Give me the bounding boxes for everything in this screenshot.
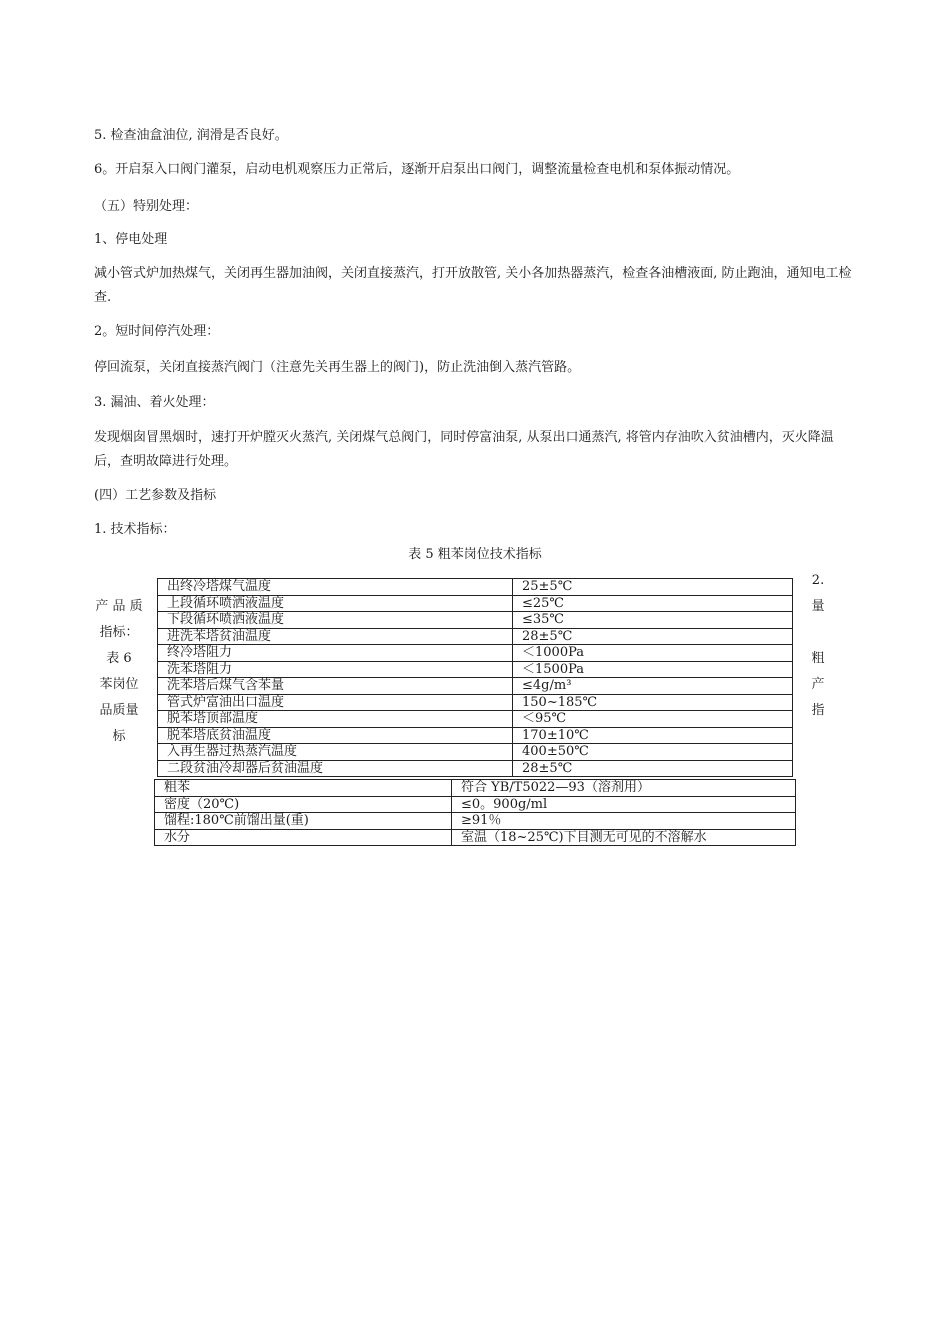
paragraph: 停回流泵，关闭直接蒸汽阀门（注意先关再生器上的阀门)，防止洗油倒入蒸汽管路。 [94,360,581,375]
table-row [158,727,793,744]
table-row [155,780,796,797]
table-row [158,612,793,629]
value-cell: ≤0。900g/ml [452,796,796,813]
paragraph: 5. 检查油盒油位, 润滑是否良好。 [94,128,288,143]
side-text-line: 产 品 质 [95,599,143,614]
value-cell: ≤25℃ [513,595,793,612]
paragraph: 发现烟囱冒黑烟时，速打开炉膛灭火蒸汽, 关闭煤气总阀门，同时停富油泵, 从泵出口通蒸汽, 将管内存油吹入贫油槽内，灭火降温后，查明故障进行处理。 [94,430,834,469]
value-cell: 150~185℃ [513,694,793,711]
param-cell: 水分 [155,829,452,846]
table-caption: 表 5 粗苯岗位技术指标 [408,547,542,562]
side-text-line: 粗 [811,651,825,666]
param-cell: 馏程:180℃前馏出量(重) [155,813,452,830]
table-row [158,628,793,645]
table-row [155,829,796,846]
subheading: 3. 漏油、着火处理： [94,395,215,410]
param-cell: 洗苯塔阻力 [158,661,513,678]
side-text-line: 苯岗位 [99,677,139,692]
side-text-line: 指标： [99,625,139,640]
side-text-line: 指 [811,703,825,718]
param-cell: 密度（20℃) [155,796,452,813]
side-text-right [803,568,833,724]
param-cell: 二段贫油冷却器后贫油温度 [158,760,513,777]
param-cell: 上段循环喷洒液温度 [158,595,513,612]
table-row [158,760,793,777]
section-heading: （五）特别处理： [94,199,199,214]
value-cell: 25±5℃ [513,579,793,596]
value-cell: 170±10℃ [513,727,793,744]
param-cell: 脱苯塔顶部温度 [158,711,513,728]
table-row [158,645,793,662]
table-row [155,796,796,813]
subheading: 1. 技术指标： [94,522,176,537]
side-text-left [90,594,148,750]
value-cell: ＜1500Pa [513,661,793,678]
value-cell: 28±5℃ [513,628,793,645]
paragraph: 减小管式炉加热煤气，关闭再生器加油阀，关闭直接蒸汽，打开放散管, 关小各加热器蒸汽，检查各油槽液面, 防止跑油，通知电工检查. [94,266,852,305]
table-row [158,711,793,728]
value-cell: ≤4g/m³ [513,678,793,695]
paragraph: 6。开启泵入口阀门灌泵，启动电机观察压力正常后，逐渐开启泵出口阀门，调整流量检查电机和泵体振动情况。 [94,162,740,177]
param-cell: 出终冷塔煤气温度 [158,579,513,596]
param-cell: 终冷塔阻力 [158,645,513,662]
quality-indicator-table [154,779,796,846]
value-cell: ≤35℃ [513,612,793,629]
table-row [158,579,793,596]
table-row [155,813,796,830]
side-text-line: 品质量 [99,703,139,718]
param-cell: 管式炉富油出口温度 [158,694,513,711]
value-cell: 符合 YB/T5022—93（溶剂用） [452,780,796,797]
param-cell: 进洗苯塔贫油温度 [158,628,513,645]
side-text-line: 2. [811,573,825,588]
param-cell: 脱苯塔底贫油温度 [158,727,513,744]
value-cell: ＜1000Pa [513,645,793,662]
side-text-line: 表 6 [106,651,132,666]
table-row [158,678,793,695]
param-cell: 粗苯 [155,780,452,797]
section-heading: (四）工艺参数及指标 [94,488,217,503]
value-cell: ≥91％ [452,813,796,830]
subheading: 1、停电处理 [94,232,168,247]
side-text-line: 量 [811,599,825,614]
table-row [158,595,793,612]
value-cell: 室温（18~25℃)下目测无可见的不溶解水 [452,829,796,846]
table-row [158,661,793,678]
value-cell: ＜95℃ [513,711,793,728]
value-cell: 400±50℃ [513,744,793,761]
table-row [158,694,793,711]
side-text-line: 产 [811,677,825,692]
subheading: 2。短时间停汽处理： [94,324,220,339]
value-cell: 28±5℃ [513,760,793,777]
param-cell: 入再生器过热蒸汽温度 [158,744,513,761]
param-cell: 洗苯塔后煤气含苯量 [158,678,513,695]
side-text-line [803,620,833,646]
side-text-line: 标 [112,729,126,744]
param-cell: 下段循环喷洒液温度 [158,612,513,629]
tech-indicator-table [157,578,793,777]
table-row [158,744,793,761]
